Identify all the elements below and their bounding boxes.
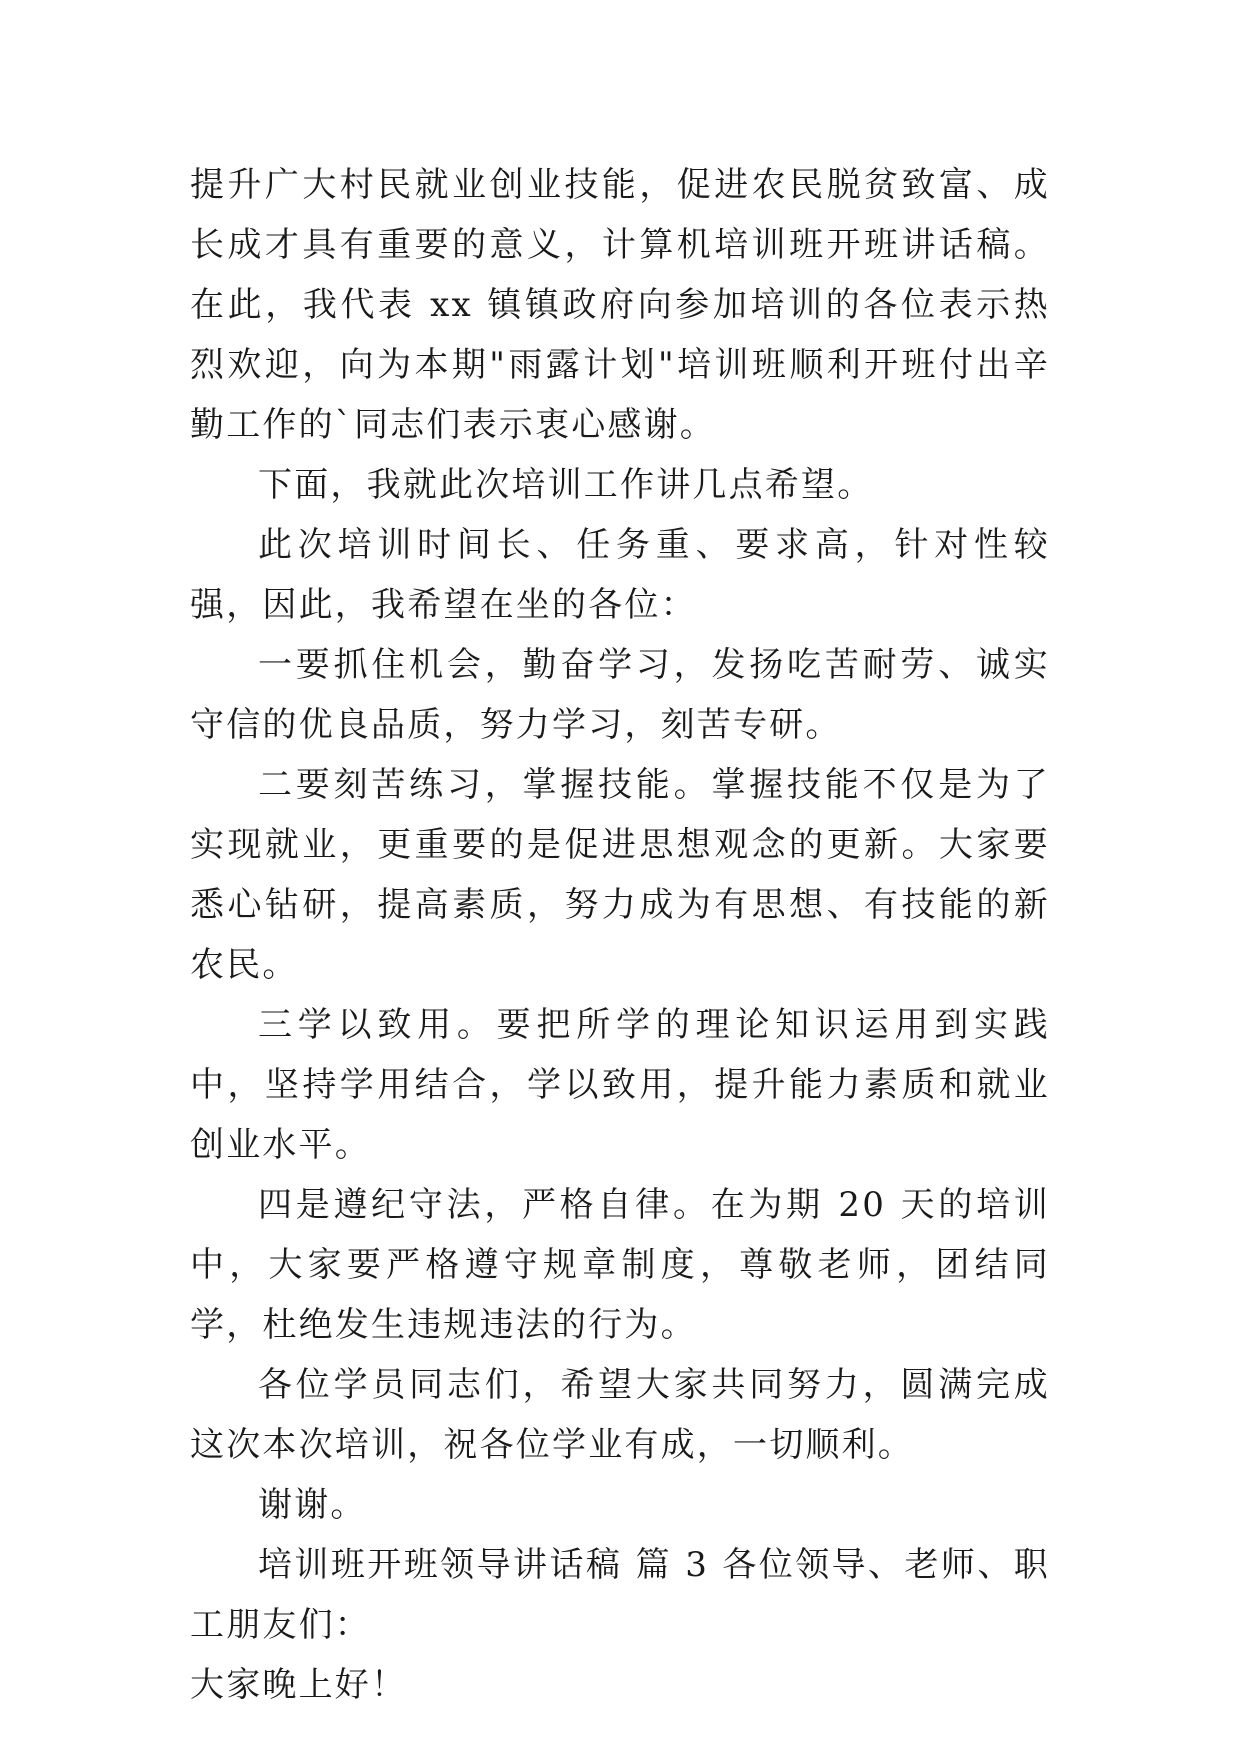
- paragraph-9: 谢谢。: [258, 1485, 367, 1525]
- paragraph-2: 下面，我就此次培训工作讲几点希望。: [258, 465, 874, 505]
- paragraph-8: 各位学员同志们，希望大家共同努力，圆满完成这次本次培训，祝各位学业有成，一切顺利。: [190, 1365, 1050, 1465]
- paragraph-4: 一要抓住机会，勤奋学习，发扬吃苦耐劳、诚实守信的优良品质，努力学习，刻苦专研。: [190, 645, 1050, 745]
- paragraph-6: 三学以致用。要把所学的理论知识运用到实践中，坚持学用结合，学以致用，提升能力素质和就业创业水平。: [190, 1005, 1050, 1165]
- paragraph-11: 大家晚上好！: [190, 1665, 408, 1705]
- paragraph-5: 二要刻苦练习，掌握技能。掌握技能不仅是为了实现就业，更重要的是促进思想观念的更新。大家要悉心钻研，提高素质，努力成为有思想、有技能的新农民。: [190, 765, 1050, 985]
- paragraph-3: 此次培训时间长、任务重、要求高，针对性较强，因此，我希望在坐的各位：: [190, 525, 1050, 625]
- paragraph-7: 四是遵纪守法，严格自律。在为期 20 天的培训中，大家要严格遵守规章制度，尊敬老师，团结同学，杜绝发生违规违法的行为。: [190, 1185, 1050, 1345]
- paragraph-1: 提升广大村民就业创业技能，促进农民脱贫致富、成长成才具有重要的意义，计算机培训班开班讲话稿。在此，我代表 xx 镇镇政府向参加培训的各位表示热烈欢迎，向为本期"雨露计划"培训班顺利开班付出辛勤工作的`同志们表示衷心感谢。: [190, 165, 1050, 445]
- document-body: [190, 155, 1050, 1715]
- paragraph-10: 培训班开班领导讲话稿 篇 3 各位领导、老师、职工朋友们：: [190, 1545, 1050, 1645]
